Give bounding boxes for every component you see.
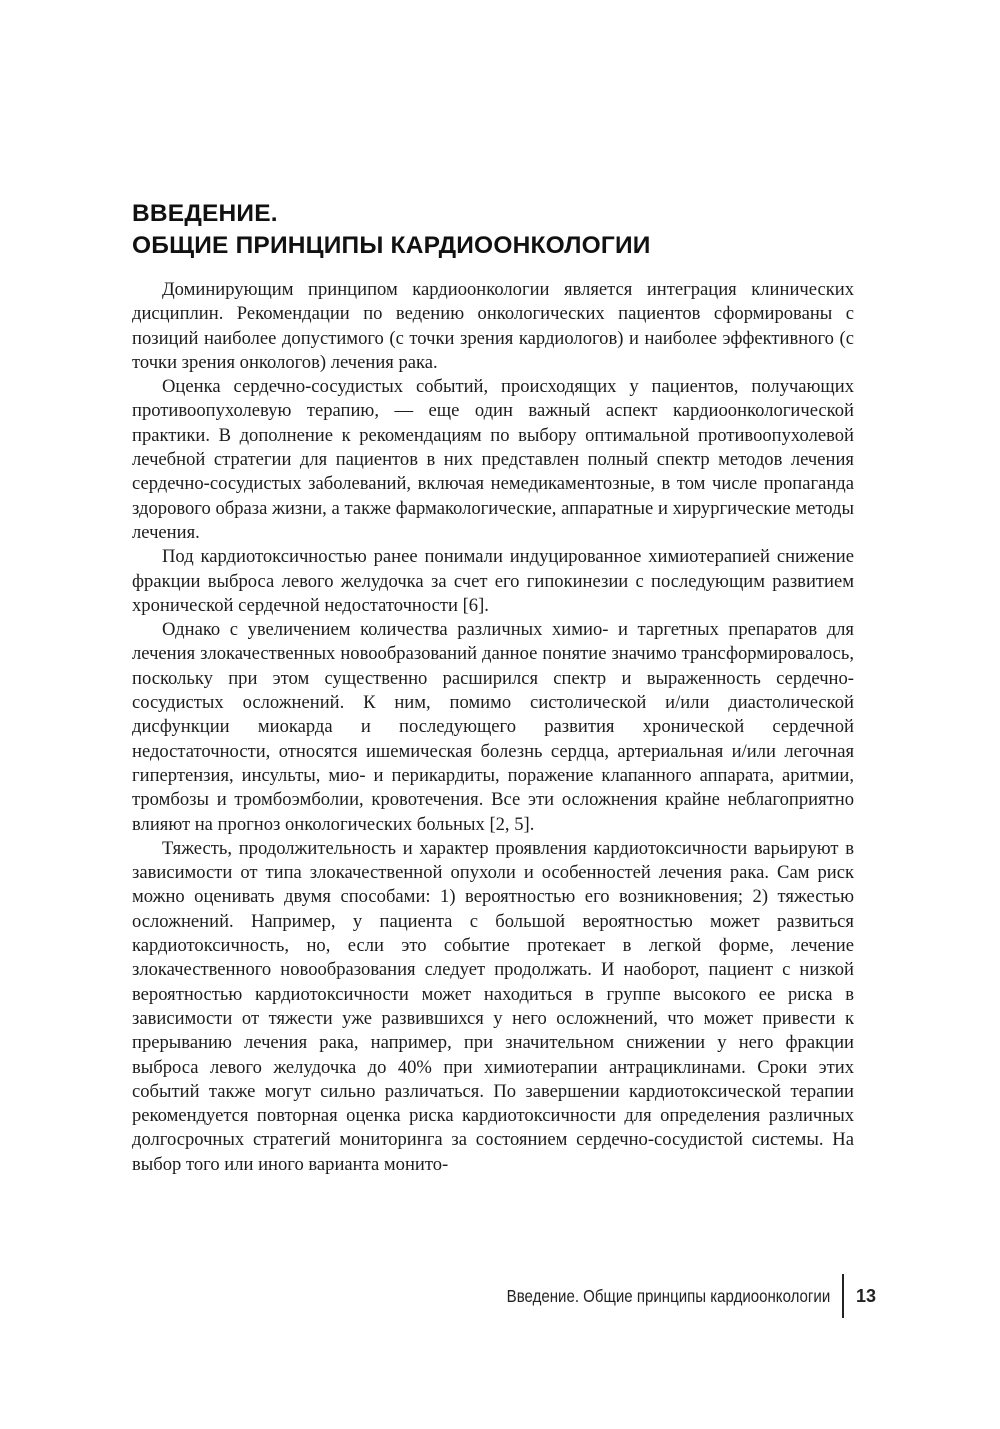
paragraph-2: Оценка сердечно-сосудистых событий, происходящих у пациентов, получающих противоопухолевую терапию, — еще один важный аспект кардиоонкологической практики. В дополнение к рекомендациям по выбору оптимальной противоопухолевой лечебной стратегии для пациентов в них представлен полный спектр методов лечения сердечно-сосудистых заболеваний, включая немедикаментозные, в том числе пропаганда здорового образа жизни, а также фармакологические, аппаратные и хирургические методы лечения. xyxy=(132,376,854,543)
paragraph-5: Тяжесть, продолжительность и характер проявления кардиотоксичности варьируют в зависимости от типа злокачественной опухоли и особенностей лечения рака. Сам риск можно оценивать двумя способами: 1) вероятностью его возникновения; 2) тяжестью осложнений. Например, у пациента с большой вероятностью может развиться кардиотоксичность, но, если это событие протекает в легкой форме, лечение злокачественного новообразования следует продолжать. И наоборот, пациент с низкой вероятностью кардиотоксичности может находиться в группе высокого ее риска в зависимости от тяжести уже развившихся у него осложнений, что может привести к прерыванию лечения рака, например, при значительном снижении у него фракции выброса левого желудочка до 40% при химиотерапии антрациклинами. Сроки этих событий также могут сильно различаться. По завершении кардиотоксической терапии рекомендуется повторная оценка риска кардиотоксичности для определения различных долгосрочных стратегий мониторинга за состоянием сердечно-сосудистой системы. На выбор того или иного варианта монито- xyxy=(132,837,854,1175)
body-text xyxy=(132,278,854,1177)
paragraph-4: Однако с увеличением количества различных химио- и таргетных препаратов для лечения злокачественных новообразований данное понятие значимо трансформировалось, поскольку при этом существенно расширился спектр и выраженность сердечно-сосудистых осложнений. К ним, помимо систолической и/или диастолической дисфункции миокарда и последующего развития хронической сердечной недостаточности, относятся ишемическая болезнь сердца, артериальная и/или легочная гипертензия, инсульты, мио- и перикардиты, поражение клапанного аппарата, аритмии, тромбозы и тромбоэмболии, кровотечения. Все эти осложнения крайне неблагоприятно влияют на прогноз онкологических больных [2, 5]. xyxy=(132,619,854,835)
chapter-heading-line-2: ОБЩИЕ ПРИНЦИПЫ КАРДИООНКОЛОГИИ xyxy=(132,232,651,259)
page-number: 13 xyxy=(856,1285,877,1306)
paragraph-1: Доминирующим принципом кардиоонкологии является интеграция клинических дисциплин. Рекомендации по ведению онкологических пациентов сформированы с позиций наиболее допустимого (с точки зрения кардиологов) и наиболее эффективного (с точки зрения онкологов) лечения рака. xyxy=(132,279,854,373)
page-footer xyxy=(400,1274,880,1318)
paragraph-3: Под кардиотоксичностью ранее понимали индуцированное химиотерапией снижение фракции выброса левого желудочка за счет его гипокинезии с последующим развитием хронической сердечной недостаточности [6]. xyxy=(132,546,854,616)
chapter-heading-line-1: ВВЕДЕНИЕ. xyxy=(132,200,278,227)
chapter-heading xyxy=(132,198,854,262)
page-content xyxy=(132,198,854,1177)
footer-divider xyxy=(842,1274,844,1318)
running-title: Введение. Общие принципы кардиоонкологии xyxy=(506,1285,830,1306)
